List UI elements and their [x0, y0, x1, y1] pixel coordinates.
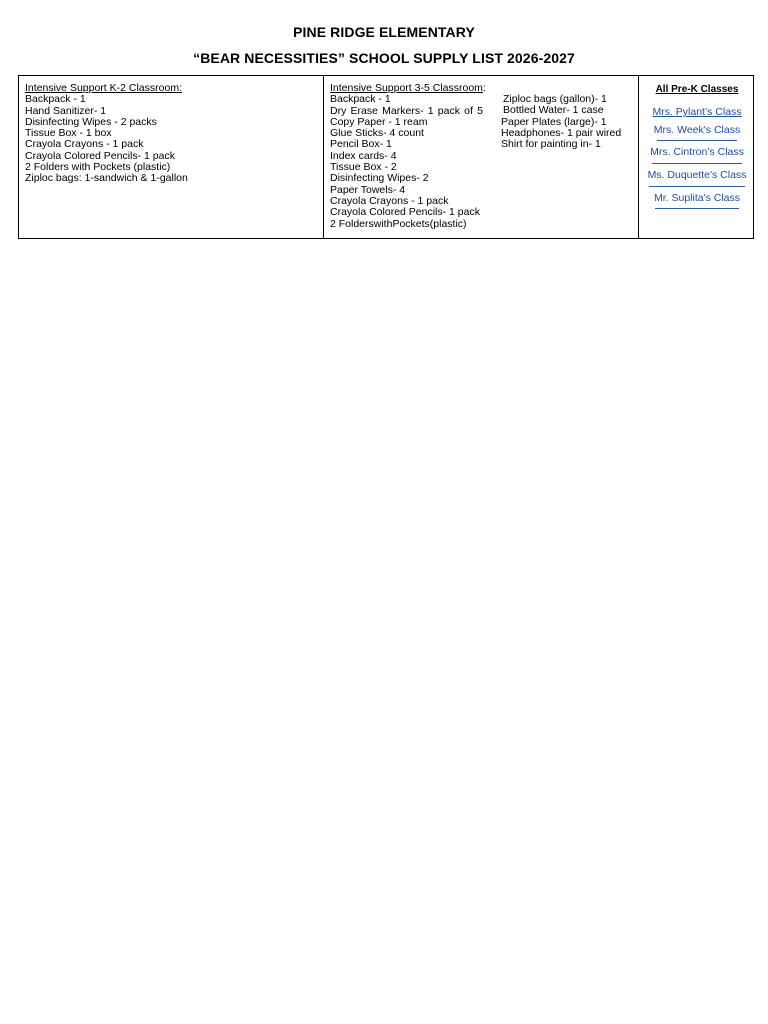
list-item: Shirt for painting in- 1 — [501, 138, 601, 151]
list-item: Paper Plates (large)- 1 — [501, 115, 607, 128]
link-underline — [655, 208, 739, 209]
g35-left-list — [330, 83, 500, 230]
list-item: Glue Sticks- 4 count — [330, 127, 424, 140]
list-item: 2 FolderswithPockets(plastic) — [330, 217, 467, 230]
list-item: Bottled Water- 1 case — [503, 104, 604, 117]
prek-link-duquette[interactable]: Ms. Duquette's Class — [647, 169, 747, 181]
word: Dry — [330, 104, 347, 117]
prek-column — [639, 76, 755, 238]
g35-heading: Intensive Support 3-5 Classroom — [330, 82, 483, 94]
list-item: Pencil Box- 1 — [330, 138, 392, 151]
list-item: Ziploc bags: 1-sandwich & 1-gallon — [25, 172, 188, 185]
word: Markers- — [382, 104, 424, 117]
school-name: PINE RIDGE ELEMENTARY — [293, 24, 475, 40]
k2-column — [19, 76, 324, 238]
prek-link-cintron[interactable]: Mrs. Cintron’s Class — [650, 146, 744, 158]
list-item: 2 Folders with Pockets (plastic) — [25, 161, 171, 174]
g35-heading-colon: : — [482, 82, 486, 94]
list-item: Disinfecting Wipes- 2 — [330, 172, 429, 185]
word: Erase — [350, 104, 378, 117]
word: 1 — [427, 104, 434, 117]
link-underline — [649, 186, 745, 187]
list-item: Backpack - 1 — [330, 93, 391, 106]
list-item: Backpack - 1 — [25, 93, 86, 106]
word: 5 — [477, 104, 483, 117]
k2-heading: Intensive Support K-2 Classroom: — [25, 82, 182, 94]
link-underline — [657, 140, 737, 141]
prek-heading: All Pre-K Classes — [655, 84, 739, 95]
list-item: Crayola Crayons - 1 pack — [25, 138, 144, 151]
prek-link-pylant[interactable]: Mrs. Pylant’s Class — [652, 106, 742, 118]
list-item: Headphones- 1 pair wired — [501, 126, 622, 139]
list-item: Tissue Box - 2 — [330, 161, 397, 174]
prek-link-suplita[interactable]: Mr. Suplita's Class — [653, 192, 741, 204]
prek-link-week[interactable]: Mrs. Week's Class — [653, 124, 741, 136]
list-item: Ziploc bags (gallon)- 1 — [503, 93, 607, 105]
g35-right-list — [501, 94, 636, 150]
supply-list-title: “BEAR NECESSITIES” SCHOOL SUPPLY LIST 2026-2027 — [193, 50, 575, 66]
list-item: Disinfecting Wipes - 2 packs — [25, 115, 157, 128]
word: of — [464, 104, 473, 117]
list-item: Index cards- 4 — [330, 149, 397, 162]
list-item: Crayola Crayons - 1 pack — [330, 194, 449, 207]
list-item: Crayola Colored Pencils- 1 pack — [330, 206, 480, 219]
list-item: Crayola Colored Pencils- 1 pack — [25, 149, 175, 162]
word: pack — [437, 104, 460, 117]
g35-column — [324, 76, 639, 238]
link-underline — [652, 163, 742, 164]
supply-table — [18, 75, 754, 239]
list-item: Tissue Box - 1 box — [25, 127, 112, 140]
list-item: Hand Sanitizer- 1 — [25, 104, 107, 117]
list-item: Copy Paper - 1 ream — [330, 115, 428, 128]
list-item: Paper Towels- 4 — [330, 183, 406, 196]
